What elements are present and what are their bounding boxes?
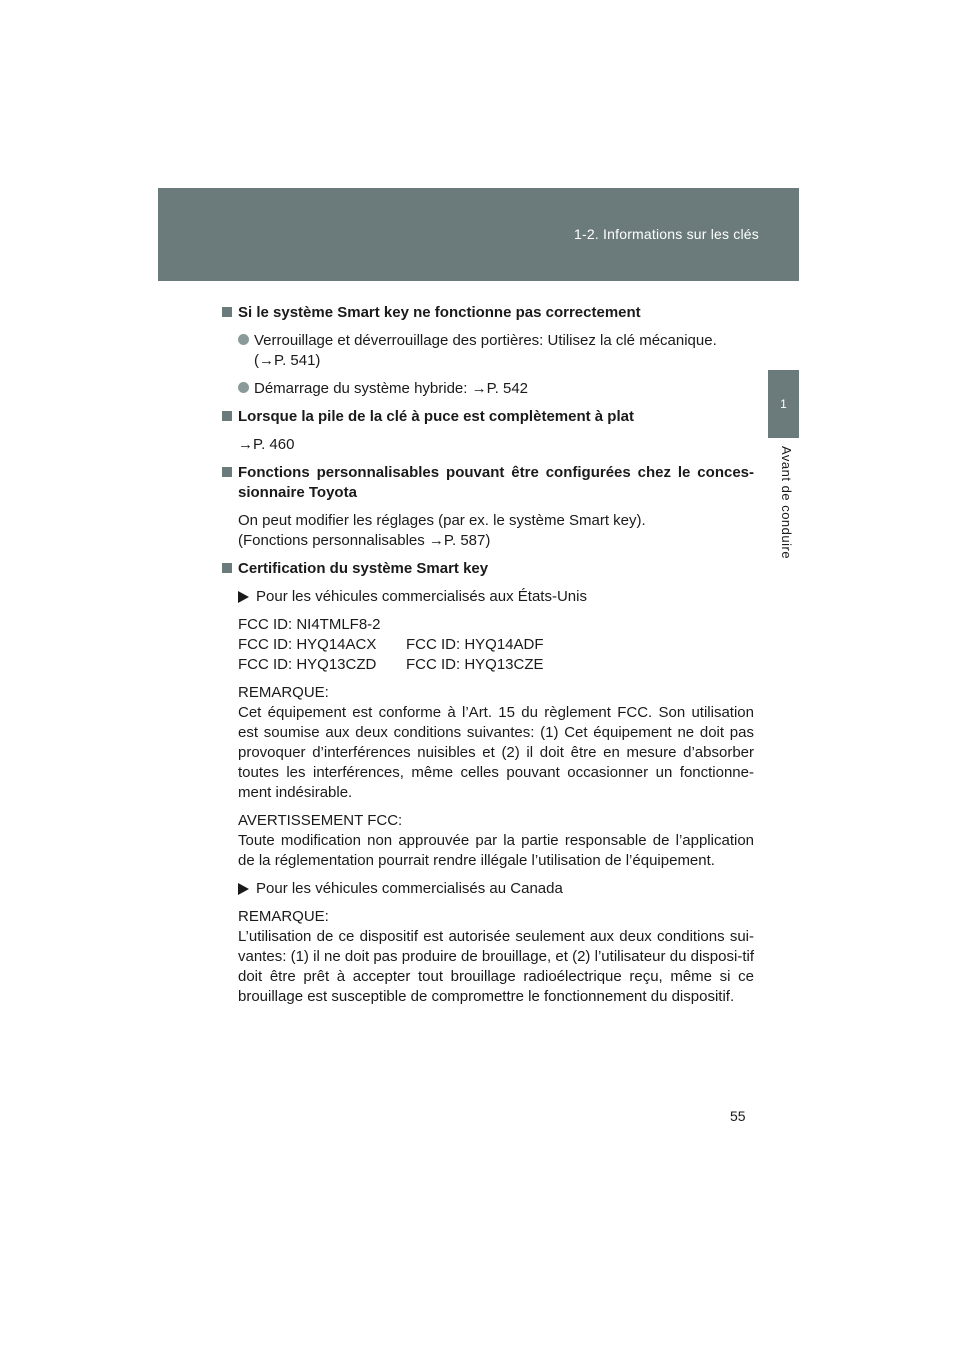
remark-paragraph: REMARQUE: Cet équipement est conforme à l’Art. 15 du règlement FCC. Son utilisation est soumise aux deux conditions suivantes: (1) Cet équipement ne doit pas provoquer d’interférences nuisibles et (2) il doit être en mesure d’absorber toutes les interférences, même celles pouvant occasionner un fonctionne-ment indésirable. <box>238 684 754 801</box>
warning-paragraph: AVERTISSEMENT FCC: Toute modification non approuvée par la partie responsable de l’application de la réglementation pourrait rendre illégale l’utilisation de l’équipement. <box>238 812 754 869</box>
circle-bullet-icon <box>238 334 249 345</box>
page-content <box>222 303 754 1015</box>
chapter-tab <box>768 370 799 438</box>
triangle-right-icon <box>238 591 249 603</box>
list-item: Démarrage du système hybride: →P. 542 <box>238 379 754 399</box>
section-heading: Certification du système Smart key <box>222 559 754 579</box>
fcc-id-list: FCC ID: NI4TMLF8-2 FCC ID: HYQ14ACX FCC ID: HYQ14ADF FCC ID: HYQ13CZD FCC ID: HYQ13CZE <box>238 616 544 673</box>
chapter-number: 1 <box>780 397 787 411</box>
paragraph: On peut modifier les réglages (par ex. le système Smart key). (Fonctions personnalisables →P. 587) <box>238 512 646 549</box>
section-title: 1-2. Informations sur les clés <box>574 226 759 242</box>
chapter-label: Avant de conduire <box>779 446 794 560</box>
square-icon <box>222 563 232 573</box>
region-subheading: Pour les véhicules commercialisés aux États-Unis <box>238 587 754 607</box>
section-heading: Si le système Smart key ne fonctionne pas correctement <box>222 303 754 323</box>
triangle-right-icon <box>238 883 249 895</box>
canada-remark-paragraph: REMARQUE: L’utilisation de ce dispositif est autorisée seulement aux deux conditions sui-vantes: (1) il ne doit pas produire de brouillage, et (2) l’utilisateur du disposi-tif doit être prêt à accepter tout brouillage radioélectrique reçu, même si ce brouillage est susceptible de compromettre le fonctionnement du dispositif. <box>238 908 754 1005</box>
circle-bullet-icon <box>238 382 249 393</box>
header-band <box>158 188 799 281</box>
square-icon <box>222 467 232 477</box>
reference-text: →P. 460 <box>238 436 295 453</box>
section-heading: Fonctions personnalisables pouvant être configurées chez le conces-sionnaire Toyota <box>222 463 754 503</box>
region-subheading: Pour les véhicules commercialisés au Canada <box>238 879 754 899</box>
square-icon <box>222 307 232 317</box>
list-item: Verrouillage et déverrouillage des portières: Utilisez la clé mécanique. (→P. 541) <box>238 331 754 371</box>
section-heading: Lorsque la pile de la clé à puce est complètement à plat <box>222 407 754 427</box>
page-number: 55 <box>730 1108 746 1124</box>
square-icon <box>222 411 232 421</box>
